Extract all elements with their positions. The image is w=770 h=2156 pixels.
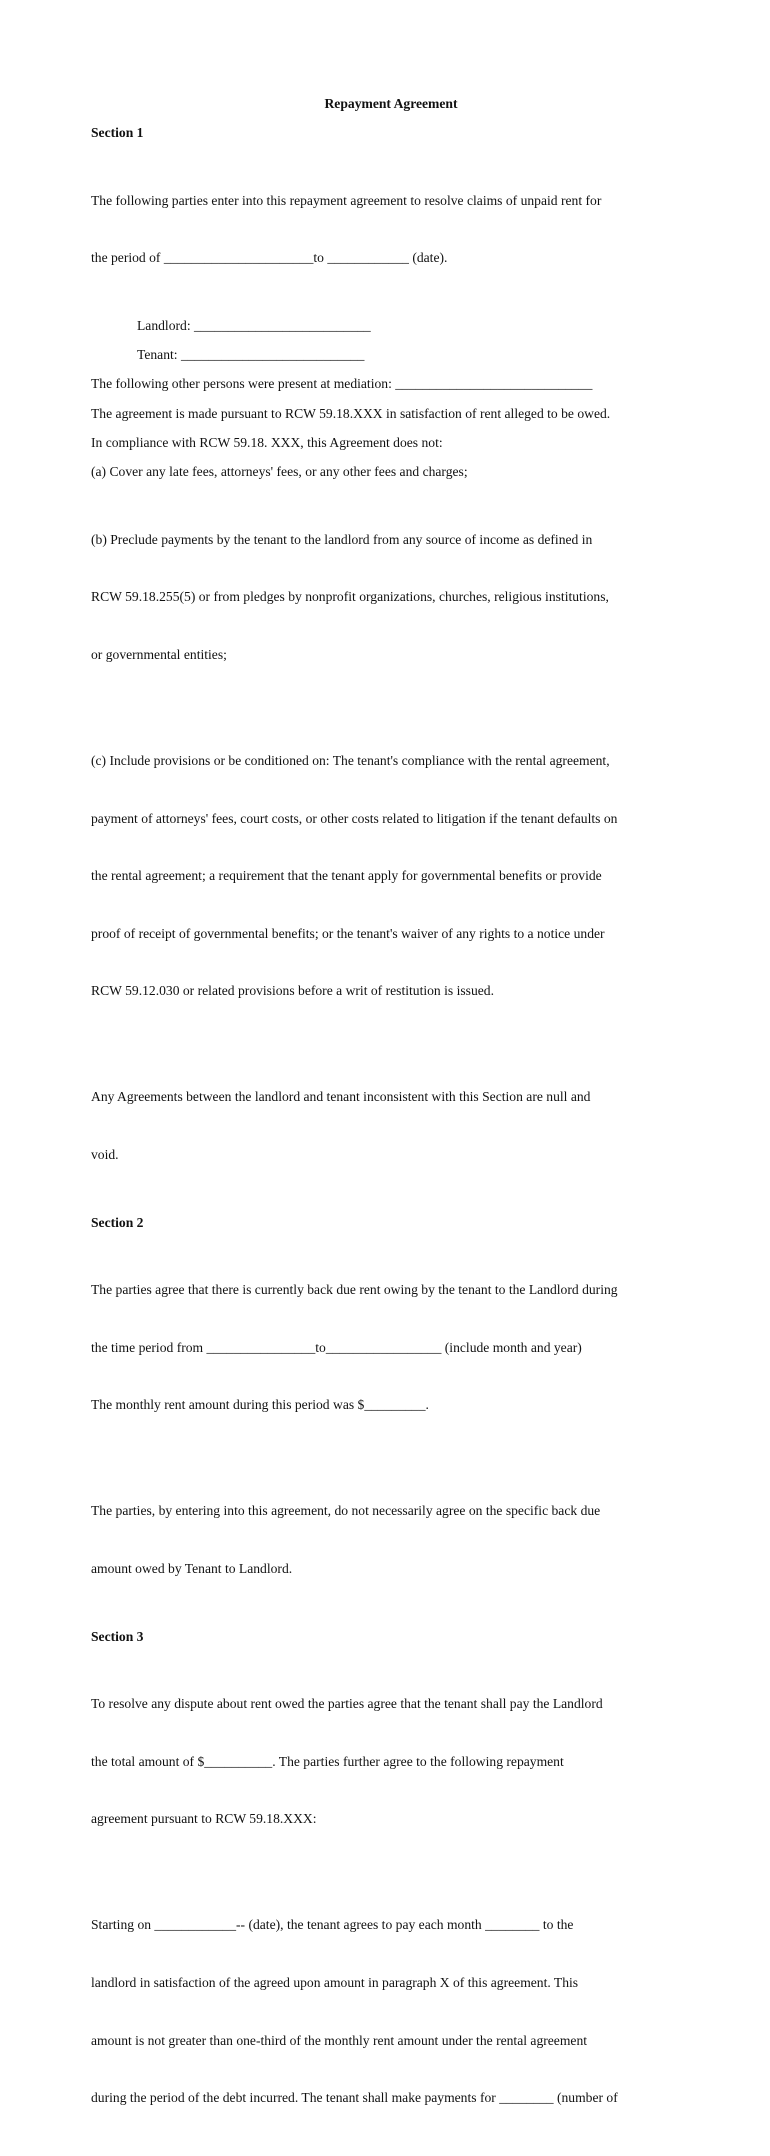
text-line: void. <box>91 1146 119 1162</box>
document-title: Repayment Agreement <box>324 96 458 111</box>
clause-c <box>91 712 691 1038</box>
text-line: RCW 59.18.255(5) or from pledges by nonprofit organizations, churches, religious institutions, <box>91 589 609 605</box>
text-line: Any Agreements between the landlord and tenant inconsistent with this Section are null and <box>91 1089 591 1105</box>
text-line: amount is not greater than one-third of the monthly rent amount under the rental agreement <box>91 2032 588 2048</box>
text-line: payment of attorneys' fees, court costs, or other costs related to litigation if the tenant defaults on <box>91 810 618 826</box>
text-line: (b) Preclude payments by the tenant to the landlord from any source of income as defined in <box>91 531 593 547</box>
back-rent-paragraph <box>91 1242 691 1453</box>
text-line: or governmental entities; <box>91 646 227 662</box>
text-line: The monthly rent amount during this period was $_________. <box>91 1397 429 1413</box>
text-line: amount owed by Tenant to Landlord. <box>91 1561 293 1577</box>
compliance-paragraph: In compliance with RCW 59.18. XXX, this Agreement does not: <box>91 434 443 450</box>
text-line: The parties agree that there is currently back due rent owing by the tenant to the Landlord during <box>91 1282 618 1298</box>
clause-b <box>91 491 691 702</box>
total-amount-paragraph <box>91 1656 691 1867</box>
text-line: RCW 59.12.030 or related provisions before a writ of restitution is issued. <box>91 983 494 999</box>
mediation-persons-paragraph: The following other persons were present at mediation: _____________________________ <box>91 376 593 392</box>
text-line: To resolve any dispute about rent owed the parties agree that the tenant shall pay the Landlord <box>91 1696 603 1712</box>
document-page <box>91 94 691 2156</box>
section-1-parties-paragraph <box>91 152 691 306</box>
text-line: during the period of the debt incurred. The tenant shall make payments for ________ (number of <box>91 2090 618 2106</box>
clause-a: (a) Cover any late fees, attorneys' fees, or any other fees and charges; <box>91 464 468 480</box>
text-line: the time period from ________________to_________________ (include month and year) <box>91 1339 582 1355</box>
payment-schedule-paragraph <box>91 1877 691 2146</box>
text-line: The parties, by entering into this agreement, do not necessarily agree on the specific back due <box>91 1503 601 1519</box>
text-line: the total amount of $__________. The parties further agree to the following repayment <box>91 1753 564 1769</box>
text-line: The following parties enter into this repayment agreement to resolve claims of unpaid rent for <box>91 192 602 208</box>
text-line: the period of ______________________to ____________ (date). <box>91 250 448 266</box>
text-line: proof of receipt of governmental benefits; or the tenant's waiver of any rights to a notice under <box>91 925 605 941</box>
section-2-heading: Section 2 <box>91 1214 144 1230</box>
text-line: Starting on ____________-- (date), the tenant agrees to pay each month ________ to the <box>91 1917 574 1933</box>
no-agreement-amount-paragraph <box>91 1463 691 1617</box>
pursuant-paragraph: The agreement is made pursuant to RCW 59.18.XXX in satisfaction of rent alleged to be owed. <box>91 405 611 421</box>
section-1-heading: Section 1 <box>91 125 144 141</box>
text-line: (c) Include provisions or be conditioned on: The tenant's compliance with the rental agreement, <box>91 752 610 768</box>
text-line: agreement pursuant to RCW 59.18.XXX: <box>91 1811 317 1827</box>
text-line: the rental agreement; a requirement that the tenant apply for governmental benefits or provide <box>91 868 602 884</box>
section-3-heading: Section 3 <box>91 1628 144 1644</box>
landlord-line: Landlord: __________________________ <box>137 318 371 334</box>
null-void-paragraph <box>91 1049 691 1203</box>
tenant-line: Tenant: ___________________________ <box>137 347 365 363</box>
text-line: landlord in satisfaction of the agreed upon amount in paragraph X of this agreement. This <box>91 1975 579 1991</box>
